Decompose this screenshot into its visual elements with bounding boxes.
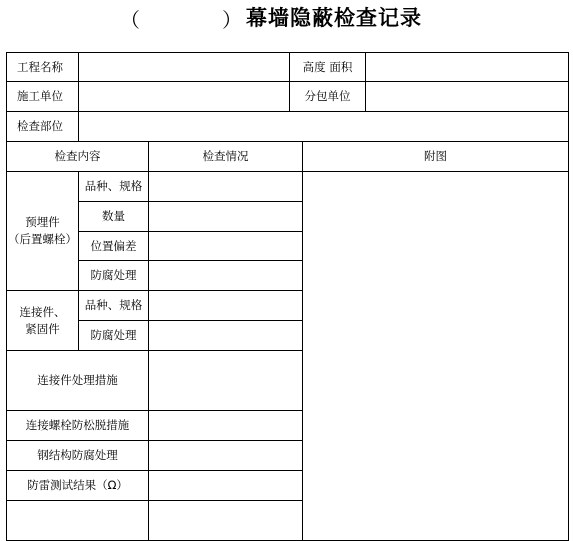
group-embedded-parts: 预埋件 （后置螺栓） [6,171,79,291]
item-bolt-anti-loose: 连接螺栓防松脱措施 [6,410,149,441]
column-header-status: 检查情况 [148,141,303,172]
project-name-label: 工程名称 [6,52,79,82]
status-blank[interactable] [148,500,303,541]
item-embedded-spec: 品种、规格 [78,171,149,202]
title-paren-left: （ [120,8,140,32]
subcontract-unit-label: 分包单位 [289,81,366,112]
status-bolt-anti-loose[interactable] [148,410,303,441]
inspection-part-field[interactable] [78,111,569,142]
project-name-field[interactable] [78,52,290,82]
item-steel-anticorrosion: 钢结构防腐处理 [6,440,149,471]
item-embedded-position: 位置偏差 [78,231,149,261]
column-header-content: 检查内容 [6,141,149,172]
group-connectors: 连接件、 紧固件 [6,290,79,351]
subcontract-unit-field[interactable] [365,81,569,112]
item-lightning-test: 防雷测试结果（Ω） [6,470,149,501]
item-embedded-anticorrosion: 防腐处理 [78,260,149,291]
title-paren-right: ） [222,8,242,32]
item-embedded-quantity: 数量 [78,201,149,232]
item-connector-treatment: 连接件处理措施 [6,350,149,411]
item-blank [6,500,149,541]
title-text: 幕墙隐蔽检查记录 [246,6,422,30]
construction-unit-label: 施工单位 [6,81,79,112]
construction-unit-field[interactable] [78,81,290,112]
status-embedded-position[interactable] [148,231,303,261]
item-connector-spec: 品种、规格 [78,290,149,321]
height-area-label: 高度 面积 [289,52,366,82]
status-embedded-spec[interactable] [148,171,303,202]
document-title [0,2,573,32]
inspection-part-label: 检查部位 [6,111,79,142]
item-connector-anticorrosion: 防腐处理 [78,320,149,351]
status-embedded-quantity[interactable] [148,201,303,232]
status-embedded-anticorrosion[interactable] [148,260,303,291]
status-lightning-test[interactable] [148,470,303,501]
status-connector-anticorrosion[interactable] [148,320,303,351]
attachment-area[interactable] [302,171,569,541]
column-header-attachment: 附图 [302,141,569,172]
status-connector-treatment[interactable] [148,350,303,411]
status-connector-spec[interactable] [148,290,303,321]
height-area-field[interactable] [365,52,569,82]
status-steel-anticorrosion[interactable] [148,440,303,471]
